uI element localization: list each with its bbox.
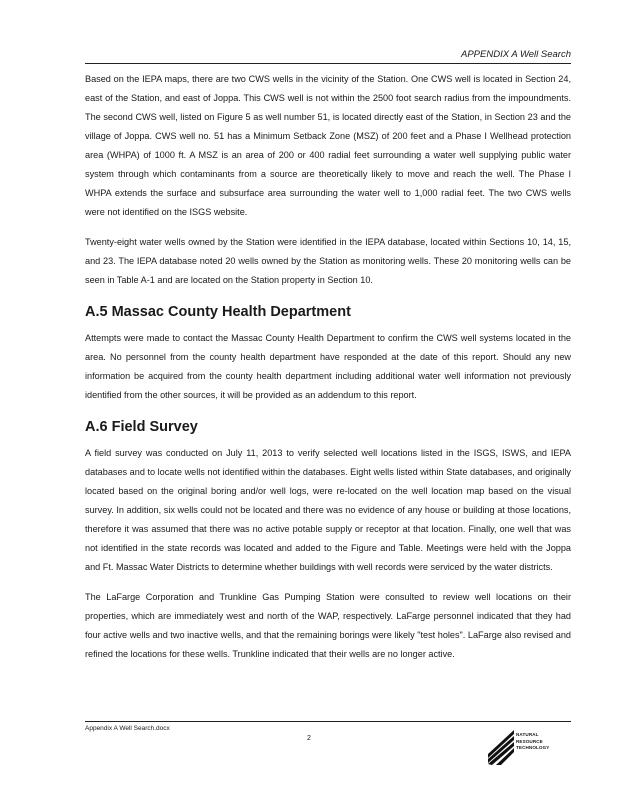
company-logo xyxy=(486,724,566,766)
footer-filename: Appendix A Well Search.docx xyxy=(85,725,170,732)
paragraph-field-survey: A field survey was conducted on July 11, 2013 to verify selected well locations listed in the ISGS, ISWS, and IEPA databases and to locate wells not identified within the databases. Eight wells listed within State databases, and originally located based on the original boring and/or well logs, were re-located on the well location map based on the visual survey. In addition, six wells could not be located and there was no evidence of any house or building at those locations, therefore it was assumed that there was no active potable supply or receptor at that location. Finally, one well that was not identified in the state records was located and added to the Figure and Table. Meetings were held with the Joppa and Ft. Massac Water Districts to determine whether buildings with well records were serviced by the water districts. xyxy=(85,448,571,572)
heading-a6: A.6 Field Survey xyxy=(85,419,198,435)
page-number: 2 xyxy=(307,735,311,742)
paragraph-station-wells: Twenty-eight water wells owned by the Station were identified in the IEPA database, located within Sections 10, 14, 15, and 23. The IEPA database noted 20 wells owned by the Station as monitoring wells. These 20 monitoring wells can be seen in Table A-1 and are located on the Station property in Section 10. xyxy=(85,237,571,285)
logo-wordmark xyxy=(516,732,549,752)
heading-a5: A.5 Massac County Health Department xyxy=(85,304,351,320)
logo-line-2: RESOURCE xyxy=(516,738,543,744)
running-header: APPENDIX A Well Search xyxy=(461,49,571,60)
paragraph-cws-wells: Based on the IEPA maps, there are two CWS wells in the vicinity of the Station. One CWS well is located in Section 24, east of the Station, and east of Joppa. This CWS well is not within the 2500 foot search radius from the impoundments. The second CWS well, listed on Figure 5 as well number 51, is located directly east of the Station, in Section 23 and the village of Joppa. CWS well no. 51 has a Minimum Setback Zone (MSZ) of 200 feet and a Phase I Wellhead protection area (WHPA) of 1000 ft. A MSZ is an area of 200 or 400 radial feet surrounding a water well supplying public water system through which contaminants from a source are theoretically likely to move and reach the well. The Phase I WHPA extends the surface and subsurface area surrounding the water well to 1,000 radial feet. The two CWS wells were not identified on the ISGS website. xyxy=(85,74,571,217)
logo-line-3: TECHNOLOGY xyxy=(516,745,550,750)
header-divider xyxy=(85,63,571,64)
paragraph-health-department: Attempts were made to contact the Massac County Health Department to confirm the CWS well systems located in the area. No personnel from the county health department have responded at the date of this report. Should any new information be acquired from the county health department including additional water well information not previously identified from the other sources, it will be provided as an addendum to this report. xyxy=(85,333,571,400)
footer-divider xyxy=(85,721,571,722)
document-body xyxy=(85,70,571,675)
logo-line-1: NATURAL xyxy=(516,732,539,737)
paragraph-lafarge: The LaFarge Corporation and Trunkline Gas Pumping Station were consulted to review well locations on their properties, which are immediately west and north of the WAP, respectively. LaFarge personnel indicated that they had four active wells and two inactive wells, and that the remaining borings were likely "test holes". LaFarge also revised and refined the locations for these wells. Trunkline indicated that their wells are no longer active. xyxy=(85,592,571,659)
logo-mark-icon xyxy=(486,724,516,766)
